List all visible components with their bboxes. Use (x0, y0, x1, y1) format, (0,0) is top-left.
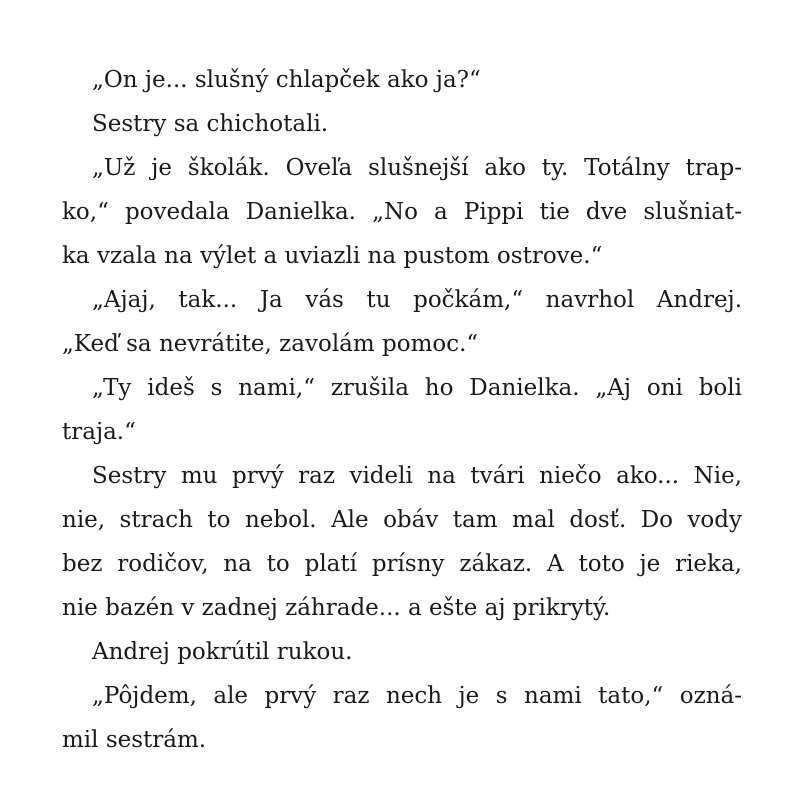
page-text (62, 58, 742, 762)
text-line: „Ty ideš s nami,“ zrušila ho Danielka. „Aj oni boli (92, 375, 742, 401)
text-line: Sestry mu prvý raz videli na tvári niečo ako... Nie, (92, 463, 742, 489)
text-line: „Už je školák. Oveľa slušnejší ako ty. Totálny trap- (92, 155, 742, 181)
text-line: ka vzala na výlet a uviazli na pustom ostrove.“ (62, 243, 603, 269)
text-line: bez rodičov, na to platí prísny zákaz. A toto je rieka, (62, 551, 742, 577)
text-line: „Keď sa nevrátite, zavolám pomoc.“ (62, 331, 479, 357)
text-line: „On je... slušný chlapček ako ja?“ (92, 67, 481, 93)
text-line: „Ajaj, tak... Ja vás tu počkám,“ navrhol Andrej. (92, 287, 742, 313)
text-line: Andrej pokrútil rukou. (92, 639, 353, 665)
text-line: „Pôjdem, ale prvý raz nech je s nami tato,“ ozná- (92, 683, 742, 709)
text-line: Sestry sa chichotali. (92, 111, 329, 137)
text-line: nie, strach to nebol. Ale obáv tam mal dosť. Do vody (62, 507, 742, 533)
text-line: ko,“ povedala Danielka. „No a Pippi tie dve slušniat- (62, 199, 742, 225)
text-line: traja.“ (62, 419, 136, 445)
text-line: nie bazén v zadnej záhrade... a ešte aj prikrytý. (62, 595, 611, 621)
text-line: mil sestrám. (62, 727, 207, 753)
